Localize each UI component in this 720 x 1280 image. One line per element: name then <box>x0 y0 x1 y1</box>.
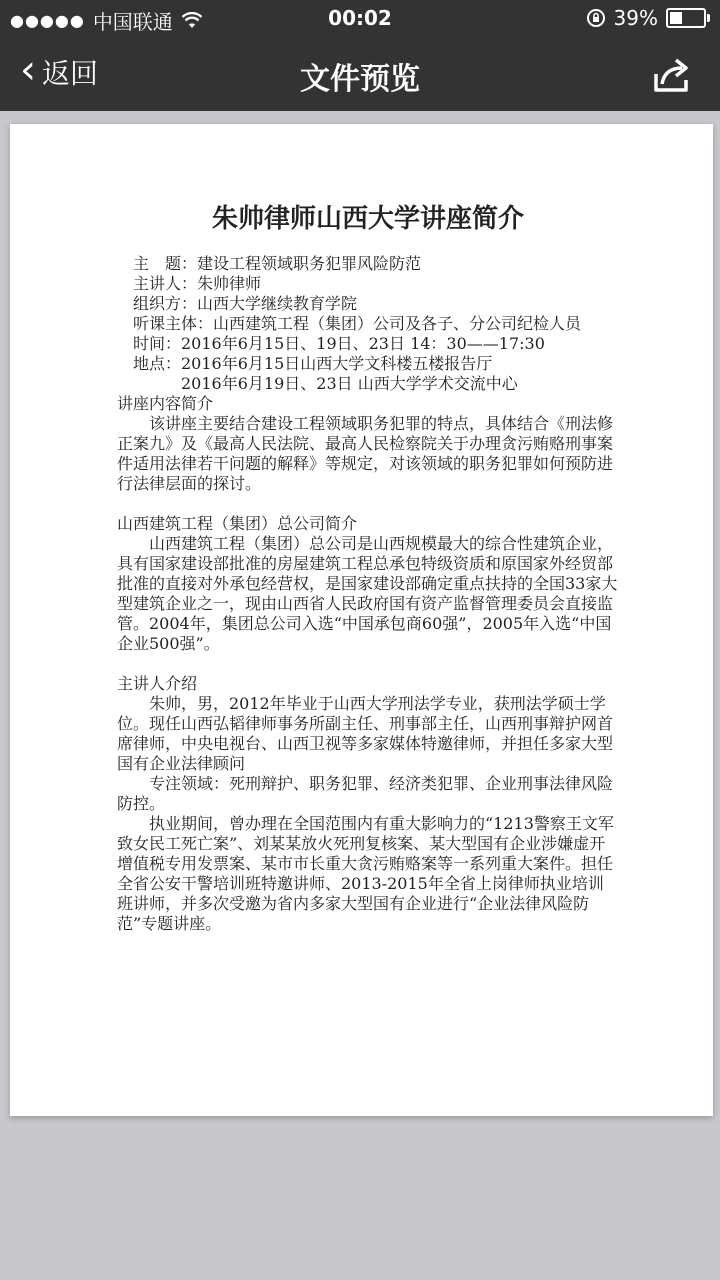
doc-audience: 听课主体：山西建筑工程（集团）公司及各子、分公司纪检人员 <box>133 314 582 333</box>
doc-speaker-text-3: 执业期间，曾办理在全国范围内有重大影响力的“1213警察王文军致女民工死亡案”、刘某某放火死刑复核案、某大型国有企业涉嫌虚开增值税专用发票案、某市市长重大贪污贿赂案等一系列重大案件。担任全省公安干警培训班特邀讲师、2013-2015年全省上岗律师执业培训班讲师，并多次受邀为省内多家大型国有企业进行“企业法律风险防范”专题讲座。 <box>117 814 614 933</box>
signal-dots-icon: ●●●●● <box>10 11 85 30</box>
doc-time: 时间：2016年6月15日、19日、23日 14：30——17:30 <box>133 334 545 353</box>
doc-speaker-heading: 主讲人介绍 <box>117 674 198 693</box>
share-icon[interactable] <box>650 54 692 96</box>
battery-icon <box>666 8 706 28</box>
doc-topic: 主 题：建设工程领域职务犯罪风险防范 <box>133 254 422 273</box>
back-label: 返回 <box>42 57 99 90</box>
doc-company-heading: 山西建筑工程（集团）总公司简介 <box>117 514 358 533</box>
doc-place-1: 地点：2016年6月15日山西大学文科楼五楼报告厅 <box>133 354 493 373</box>
spacer <box>117 494 619 514</box>
nav-bar <box>0 36 720 111</box>
doc-speaker: 主讲人：朱帅律师 <box>133 274 262 293</box>
chevron-left-icon: ‹ <box>20 47 36 93</box>
battery-percent: 39% <box>613 6 658 30</box>
carrier-name: 中国联通 <box>92 10 173 34</box>
doc-place-2: 2016年6月19日、23日 山西大学学术交流中心 <box>181 374 518 393</box>
document-content <box>117 202 619 934</box>
status-bar <box>0 0 720 36</box>
doc-speaker-text-2: 专注领域：死刑辩护、职务犯罪、经济类犯罪、企业刑事法律风险防控。 <box>117 774 614 813</box>
doc-organizer: 组织方：山西大学继续教育学院 <box>133 294 358 313</box>
document-title: 朱帅律师山西大学讲座简介 <box>211 204 524 234</box>
spacer <box>117 654 619 674</box>
document-page[interactable] <box>10 124 713 1116</box>
page-title: 文件预览 <box>300 62 420 97</box>
top-bar <box>0 0 720 111</box>
doc-company-text: 山西建筑工程（集团）总公司是山西规模最大的综合性建筑企业，具有国家建设部批准的房屋建筑工程总承包特级资质和原国家外经贸部批准的直接对外承包经营权，是国家建设部确定重点扶持的全国33家大型建筑企业之一，现由山西省人民政府国有资产监督管理委员会直接监管。2004年，集团总公司入选“中国承包商60强”，2005年入选“中国企业500强”。 <box>117 534 618 653</box>
doc-content-heading: 讲座内容简介 <box>117 394 214 413</box>
doc-content-text: 该讲座主要结合建设工程领域职务犯罪的特点，具体结合《刑法修正案九》及《最高人民法院、最高人民检察院关于办理贪污贿赂刑事案件适用法律若干问题的解释》等规定，对该领域的职务犯罪如何预防进行法律层面的探讨。 <box>117 414 614 493</box>
status-time: 00:02 <box>328 6 392 30</box>
orientation-lock-icon <box>586 8 606 28</box>
status-right <box>586 6 706 30</box>
doc-speaker-text-1: 朱帅，男，2012年毕业于山西大学刑法学专业，获刑法学硕士学位。现任山西弘韬律师事务所副主任、刑事部主任，山西刑事辩护网首席律师，中央电视台、山西卫视等多家媒体特邀律师，并担任多家大型国有企业法律顾问 <box>117 694 614 773</box>
